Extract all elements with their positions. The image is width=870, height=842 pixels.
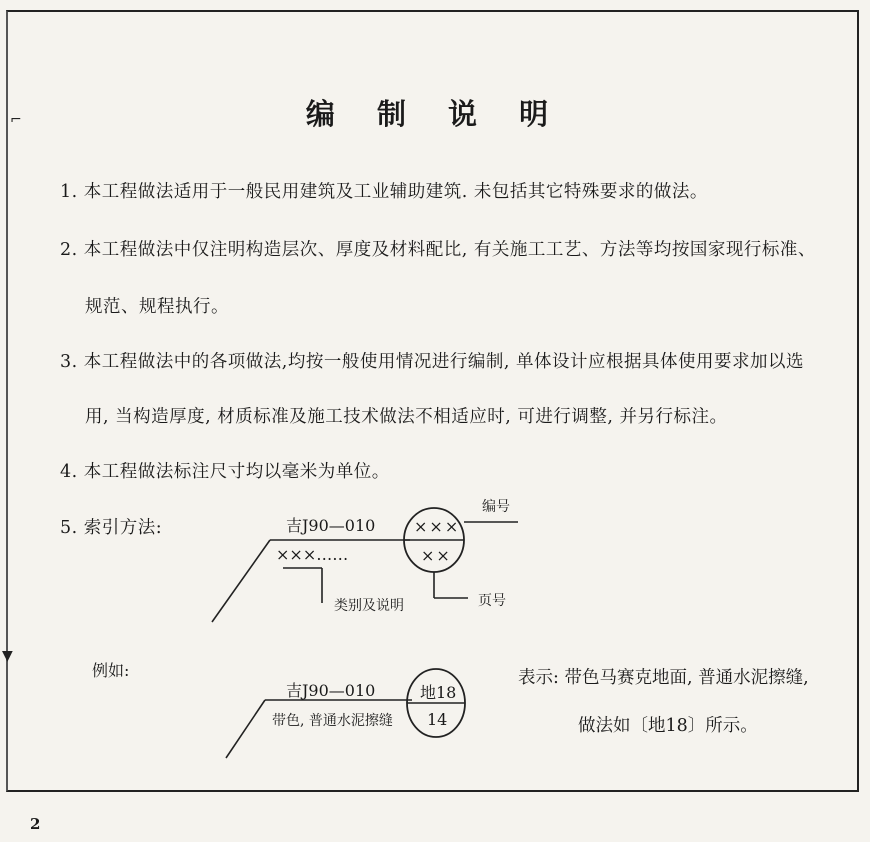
- circle-number-top: ×××: [414, 517, 461, 536]
- page-title: 编 制 说 明: [305, 97, 565, 131]
- item-number: 1.: [60, 182, 78, 202]
- item-text: 本工程做法中仅注明构造层次、厚度及材料配比, 有关施工工艺、方法等均按国家现行标准、: [83, 240, 816, 260]
- item-number: 5.: [60, 518, 78, 538]
- example-category: 带色, 普通水泥擦缝: [272, 713, 393, 729]
- index-category: ×××……: [276, 545, 349, 564]
- example-circle-top: 地18: [420, 683, 457, 702]
- binding-mark-icon: ⌐: [10, 112, 22, 128]
- page-number: 2: [30, 815, 41, 833]
- example-label: 例如:: [92, 661, 130, 680]
- item-number: 3.: [60, 352, 78, 372]
- item-text: 本工程做法适用于一般民用建筑及工业辅助建筑. 未包括其它特殊要求的做法。: [83, 182, 708, 202]
- item-text: 本工程做法中的各项做法,均按一般使用情况进行编制, 单体设计应根据具体使用要求加以选: [83, 352, 804, 372]
- circle-number-bottom: ××: [421, 546, 452, 565]
- item-text: 本工程做法标注尺寸均以毫米为单位。: [83, 462, 390, 482]
- item-2-continued: 规范、规程执行。: [85, 297, 229, 317]
- number-label: 编号: [482, 499, 510, 515]
- example-explain-line2: 做法如〔地18〕所示。: [578, 716, 758, 736]
- page-label: 页号: [478, 593, 506, 609]
- index-code: 吉J90—010: [286, 516, 376, 535]
- binding-arrow-icon: ▼: [2, 648, 13, 664]
- item-number: 4.: [60, 462, 78, 482]
- example-code: 吉J90—010: [286, 681, 376, 700]
- item-3-continued: 用, 当构造厚度, 材质标准及施工技术做法不相适应时, 可进行调整, 并另行标注。: [85, 407, 728, 427]
- item-text: 索引方法:: [83, 518, 163, 538]
- category-label: 类别及说明: [334, 598, 404, 614]
- example-circle-bottom: 14: [427, 710, 448, 729]
- example-explain-line1: 表示: 带色马赛克地面, 普通水泥擦缝,: [518, 668, 809, 688]
- item-number: 2.: [60, 240, 78, 260]
